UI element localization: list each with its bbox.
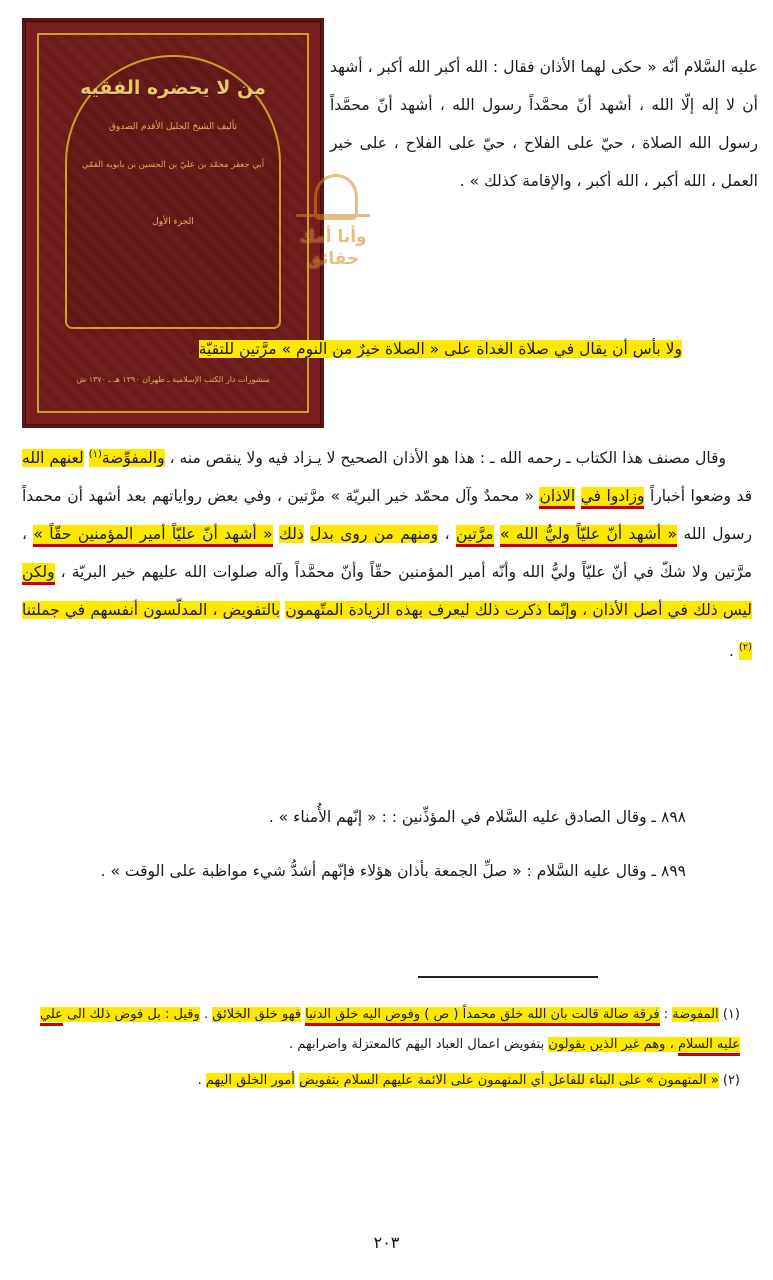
footnote-2: (٢) « المتهمون » على البناء للفاعل أي المتهمون على الائمة عليهم السلام بتفويض أمور الخلق اليهم . (197, 1073, 740, 1088)
footnote-1-marker: (١) (722, 1007, 740, 1022)
hadith-898 (22, 798, 752, 836)
paragraph-author-comment-block (22, 436, 752, 674)
paragraph-author-comment: وقال مصنف هذا الكتاب ـ رحمه الله ـ : هذا هو الأذان الصحيح لا يـزاد فيه ولا ينقص منه ، والمفوِّضة$^{(١)}$ لعنهم الله قد وضعوا أخباراً وزادوا في الاذان « محمدٌ وآل محمّد خير البريّة » مرَّتين ، وفي بعض رواياتهم بعد أشهد أن محمداً رسول الله « أشهد أنّ عليّاً وليُّ الله » مرَّتين ، ومنهم من روى بدل ذلك « أشهد أنّ عليّاً أمير المؤمنين حقّاً » ، مرَّتين ولا شكّ في أنّ عليّاً وليُّ الله وأنّه أمير المؤمنين حقّاً وأنّ محمَّداً وآله صلوات الله عليهم خير البريّة ، ولكن ليس ذلك في أصل الأذان ، وإنّما ذكرت ذلك ليعرف بهذه الزيادة المتّهمون بالتفويض ، المدلّسون أنفسهم في جملتنا $^{(٢)}$ . (22, 449, 753, 661)
cover-publisher: منشورات دار الكتب الإسلامية ـ طهران ١٣٩٠ هـ ـ ١٣٧٠ ش (76, 375, 270, 384)
paragraph-no-harm-block (22, 330, 752, 372)
hadith-899-block (22, 852, 752, 894)
cover-subtitle-2: أبي جعفر محمّد بن عليّ بن الحسين بن بابويه القمّي (81, 160, 265, 170)
footnote-2-marker: (٢) (722, 1073, 740, 1088)
paragraph-no-harm: ولا بأس أن يقال في صلاة الغداة على « الصلاة خيرٌ من النوم » مرَّتين للتقيّة . (188, 340, 682, 358)
paragraph-adhan-narration: عليه السَّلام أنّه « حكى لهما الأذان فقال : الله أكبر الله أكبر ، أشهد أن لا إله إلّا الله ، أشهد أنّ محمَّداً رسول الله ، أشهد أنّ محمَّداً رسول الله الصلاة ، حيّ على الفلاح ، حيّ على الفلاح ، على خير العمل ، الله أكبر ، الله أكبر ، والإقامة كذلك » . (330, 58, 758, 190)
hadith-899-number: ٨٩٩ (661, 862, 686, 880)
cover-subtitle-1: تأليف الشيخ الجليل الأقدم الصدوق (108, 122, 238, 132)
hadith-898-text: ـ وقال الصادق عليه السَّلام في المؤذِّنين : : « إنّهم الأُمناء » . (268, 808, 657, 826)
hadith-899-text: ـ وقال عليه السَّلام : « صلِّ الجمعة بأذان هؤلاء فإنّهم أشدُّ شيء مواظبة على الوقت » . (100, 862, 657, 880)
hadith-898-number: ٨٩٨ (661, 808, 686, 826)
text-column-beside-cover (330, 48, 758, 204)
page-number: ٢٠٣ (373, 1233, 400, 1252)
cover-title: من لا يحضره الفقيه (80, 77, 266, 99)
footnote-separator (418, 976, 598, 978)
footnote-1: (١) المفوضة : فرقة ضالة قالت بان الله خلق محمداً ( ص ) وفوض اليه خلق الدنيا فهو خلق الخلائق . وقيل : بل فوض ذلك الى علي عليه السلام ، وهم غير الذين يقولون بتفويض اعمال العباد اليهم كالمعتزلة واضرابهم . (40, 1000, 740, 1060)
cover-volume-label: الجزء الأول (152, 217, 194, 227)
hadith-899 (22, 852, 752, 890)
watermark-line-1: وأنا أمك (299, 227, 367, 247)
hadith-898-block (22, 798, 752, 840)
watermark-line-2: حقائق (306, 249, 360, 269)
footnotes-section (40, 1000, 740, 1102)
